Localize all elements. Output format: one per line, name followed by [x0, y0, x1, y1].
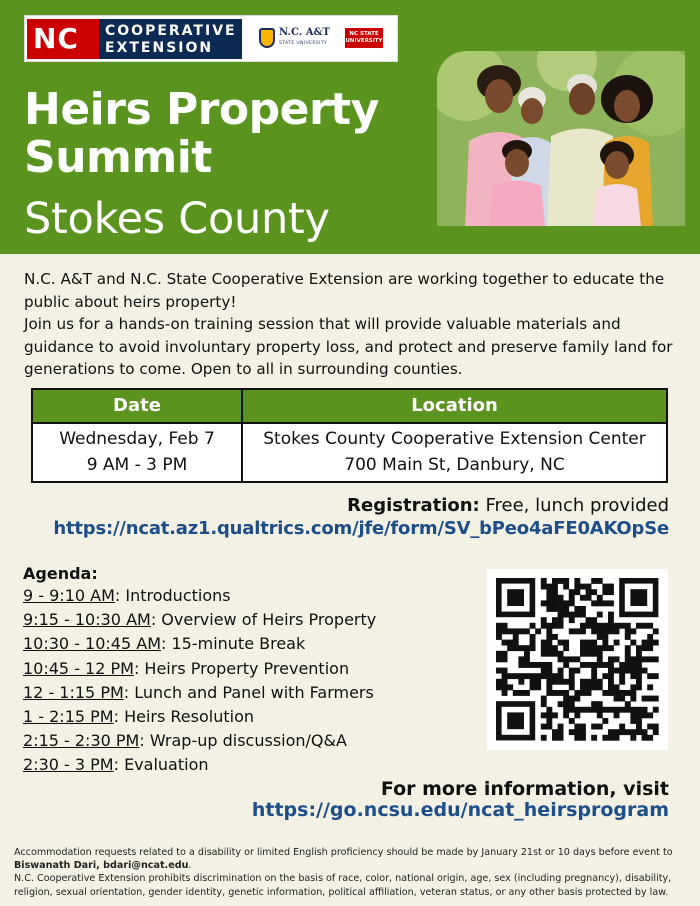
agenda-time: 10:45 - 12 PM: [23, 658, 134, 678]
nc-at-logo: [259, 26, 347, 52]
nc-at-sub: STATE UNIVERSITY: [279, 41, 328, 46]
agenda-item: [23, 729, 376, 753]
extension-wordmark: [99, 19, 242, 59]
logo-bar: [24, 15, 398, 62]
agenda-time: 1 - 2:15 PM: [23, 707, 114, 727]
schedule-table: [31, 388, 668, 483]
agenda-description: : Heirs Property Prevention: [133, 658, 350, 678]
registration-detail: Free, lunch provided: [479, 495, 669, 516]
title-line2: Summit: [24, 132, 212, 183]
location-cell: [243, 426, 666, 481]
extension-line1: COOPERATIVE: [105, 23, 237, 39]
nc-cooperative-extension-logo: [27, 19, 242, 59]
family-photo: [437, 51, 685, 226]
nc-logo-letters: NC: [33, 22, 79, 55]
agenda-description: : Overview of Heirs Property: [150, 610, 377, 630]
county-subtitle: Stokes County: [24, 194, 330, 244]
extension-line2: EXTENSION: [105, 40, 214, 56]
page-title: [24, 86, 379, 182]
agenda-description: : Evaluation: [113, 755, 209, 775]
agenda-list: [23, 584, 376, 778]
nc-at-name: N.C. A&T: [279, 27, 330, 38]
location-line2: 700 Main St, Danbury, NC: [344, 455, 565, 475]
more-info-link[interactable]: https://go.ncsu.edu/ncat_heirsprogram: [251, 799, 669, 821]
header-banner: [0, 0, 700, 254]
footer-contact: Biswanath Dari, bdari@ncat.edu: [14, 860, 189, 872]
family-photo-illustration: [437, 51, 685, 226]
agenda-item: [23, 705, 376, 729]
qr-code[interactable]: [487, 569, 668, 750]
aggie-shield-icon: [259, 28, 275, 48]
intro-text: [24, 268, 684, 381]
agenda-time: 9 - 9:10 AM: [23, 586, 115, 605]
registration-info: [347, 495, 669, 516]
registration-label: Registration:: [347, 495, 480, 516]
agenda-item: [23, 608, 376, 632]
agenda-time: 12 - 1:15 PM: [23, 682, 124, 702]
agenda-item: [23, 632, 376, 656]
footer-line1: Accommodation requests related to a disability or limited English proficiency should be made by January 21st or 10 days before event to: [14, 847, 673, 858]
agenda-description: : 15-minute Break: [161, 634, 306, 654]
location-line1: Stokes County Cooperative Extension Center: [263, 429, 646, 449]
qr-code-image: [487, 569, 668, 750]
agenda-time: 9:15 - 10:30 AM: [23, 610, 151, 630]
row-divider: [33, 422, 666, 424]
agenda-item: [23, 584, 376, 608]
footer-nondiscrimination: N.C. Cooperative Extension prohibits discrimination on the basis of race, color, national origin, age, sex (including pregnancy), disability, religion, sexual orientation, gender identity, genetic information, political affiliation, veteran status, or any other basis protected by law.: [14, 873, 672, 898]
location-header: Location: [411, 395, 498, 416]
date-line2: 9 AM - 3 PM: [86, 455, 188, 475]
agenda-title: Agenda:: [23, 564, 98, 583]
date-header: Date: [113, 395, 161, 416]
footer-disclaimer: [14, 846, 690, 899]
title-line1: Heirs Property: [24, 84, 379, 135]
agenda-time: 10:30 - 10:45 AM: [23, 634, 161, 654]
schedule-header-row: [33, 390, 666, 422]
agenda-description: : Wrap-up discussion/Q&A: [139, 731, 347, 751]
intro-paragraph-2: Join us for a hands-on training session that will provide valuable materials and guidance to avoid involuntary property loss, and protect and preserve family land for generations to come. Open to all in surrounding counties.: [24, 315, 673, 378]
footer-accommodation: Accommodation requests related to a disability or limited English proficiency should be made by January 21st or 10 days before event to Biswanath Dari, bdari@ncat.edu.: [14, 847, 673, 872]
agenda-item: [23, 657, 376, 681]
nc-state-line2: UNIVERSITY: [345, 38, 383, 44]
date-line1: Wednesday, Feb 7: [59, 429, 215, 449]
agenda-item: [23, 753, 376, 777]
registration-link[interactable]: https://ncat.az1.qualtrics.com/jfe/form/SV_bPeo4aFE0AKOpSe: [53, 518, 669, 539]
nc-state-logo: [345, 28, 383, 48]
agenda-time: 2:15 - 2:30 PM: [23, 731, 140, 751]
intro-paragraph-1: N.C. A&T and N.C. State Cooperative Extension are working together to educate the public about heirs property!: [24, 270, 665, 311]
agenda-description: : Introductions: [114, 586, 231, 605]
nc-state-line1: NC STATE: [349, 31, 379, 37]
date-cell: [33, 426, 241, 481]
agenda-description: : Heirs Resolution: [113, 707, 254, 727]
agenda-description: : Lunch and Panel with Farmers: [123, 682, 374, 702]
agenda-time: 2:30 - 3 PM: [23, 755, 114, 775]
more-info-label: For more information, visit: [380, 778, 669, 800]
agenda-item: [23, 681, 376, 705]
